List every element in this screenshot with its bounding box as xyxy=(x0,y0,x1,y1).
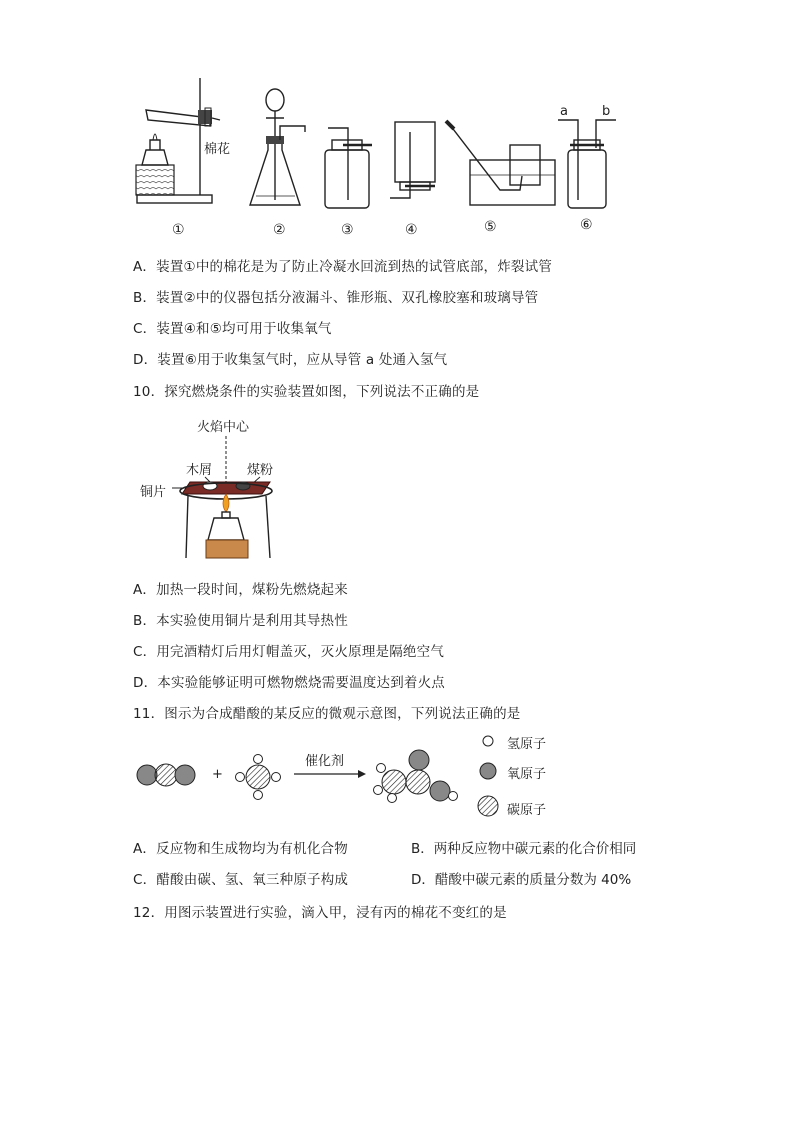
q9-option-b: B．装置②中的仪器包括分液漏斗、锥形瓶、双孔橡胶塞和玻璃导管 xyxy=(133,290,539,306)
q9-option-a: A．装置①中的棉花是为了防止冷凝水回流到热的试管底部，炸裂试管 xyxy=(133,259,553,275)
device-label-2: ② xyxy=(273,222,286,238)
q12-stem: 12．用图示装置进行实验，滴入甲，浸有丙的棉花不变红的是 xyxy=(133,905,507,921)
legend-hydrogen-symbol xyxy=(483,736,493,746)
q10-stem: 10．探究燃烧条件的实验装置如图，下列说法不正确的是 xyxy=(133,384,480,400)
q10-option-d: D．本实验能够证明可燃物燃烧需要温度达到着火点 xyxy=(133,675,445,691)
coal-label: 煤粉 xyxy=(247,463,274,478)
q11-option-d: D．醋酸中碳元素的质量分数为 40% xyxy=(411,872,632,888)
q10-option-a: A．加热一段时间，煤粉先燃烧起来 xyxy=(133,582,348,598)
q9-option-c: C．装置④和⑤均可用于收集氧气 xyxy=(133,321,332,337)
device-label-3: ③ xyxy=(341,222,354,238)
q9-option-d: D．装置⑥用于收集氢气时，应从导管 a 处通入氢气 xyxy=(133,352,448,368)
copper-label: 铜片 xyxy=(140,485,167,500)
flame-center-label: 火焰中心 xyxy=(197,420,250,435)
reactant-co-molecule xyxy=(137,764,195,786)
legend-oxygen-symbol xyxy=(480,763,496,779)
legend-carbon-symbol xyxy=(478,796,498,816)
reactant-ch4-molecule xyxy=(236,755,281,800)
device-label-5: ⑤ xyxy=(484,219,497,235)
tube-b-label: b xyxy=(602,104,611,119)
device-label-1: ① xyxy=(172,222,185,238)
catalyst-label: 催化剂 xyxy=(305,754,345,769)
product-acetic-acid-molecule xyxy=(374,750,458,803)
q11-stem: 11．图示为合成醋酸的某反应的微观示意图，下列说法正确的是 xyxy=(133,706,521,722)
q11-option-c: C．醋酸由碳、氢、氧三种原子构成 xyxy=(133,872,349,888)
cotton-label: 棉花 xyxy=(204,142,231,157)
device-label-4: ④ xyxy=(405,222,418,238)
legend-hydrogen-label: 氢原子 xyxy=(507,737,547,752)
legend-carbon-label: 碳原子 xyxy=(507,803,547,818)
device-label-6: ⑥ xyxy=(580,217,593,233)
legend-oxygen-label: 氧原子 xyxy=(507,767,547,782)
q10-option-c: C．用完酒精灯后用灯帽盖灭，灭火原理是隔绝空气 xyxy=(133,644,445,660)
tube-a-label: a xyxy=(560,104,568,119)
q11-option-a: A．反应物和生成物均为有机化合物 xyxy=(133,841,348,857)
q11-option-b: B．两种反应物中碳元素的化合价相同 xyxy=(411,841,637,857)
q10-option-b: B．本实验使用铜片是利用其导热性 xyxy=(133,613,348,629)
plus-sign: + xyxy=(212,767,223,782)
wood-label: 木屑 xyxy=(186,463,213,478)
